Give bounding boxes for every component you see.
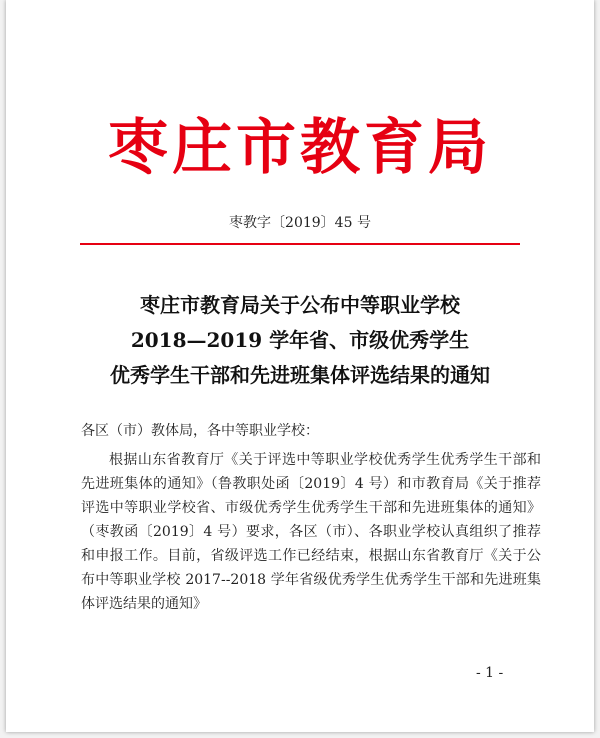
title-line-3: 优秀学生干部和先进班集体评选结果的通知 bbox=[110, 363, 490, 387]
title-line-1: 枣庄市教育局关于公布中等职业学校 bbox=[140, 293, 460, 317]
document-number: 枣教字〔2019〕45 号 bbox=[229, 215, 371, 231]
body-paragraph: 根据山东省教育厅《关于评选中等职业学校优秀学生优秀学生干部和先进班集体的通知》（鲁教职处函〔2019〕4 号）和市教育局《关于推荐评选中等职业学校省、市级优秀学生优秀学生干部和先进班集体的通知》（枣教函〔2019〕4 号）要求，各区（市）、各职业学校认真组织了推荐和申报工作。目前，省级评选工作已经结束，根据山东省教育厅《关于公布中等职业学校 2017--2018 学年省级优秀学生优秀学生干部和先进班集体评选结果的通知》 bbox=[81, 452, 541, 612]
notice-body bbox=[81, 418, 541, 616]
document-page bbox=[6, 0, 594, 732]
title-line-2: 2018—2019 学年省、市级优秀学生 bbox=[130, 328, 470, 352]
page-number: - 1 - bbox=[476, 665, 504, 681]
notice-title bbox=[6, 288, 594, 393]
red-divider-line bbox=[80, 243, 520, 245]
org-masthead: 枣庄市教育局 bbox=[108, 113, 492, 183]
addressee-line: 各区（市）教体局，各中等职业学校： bbox=[81, 423, 319, 439]
